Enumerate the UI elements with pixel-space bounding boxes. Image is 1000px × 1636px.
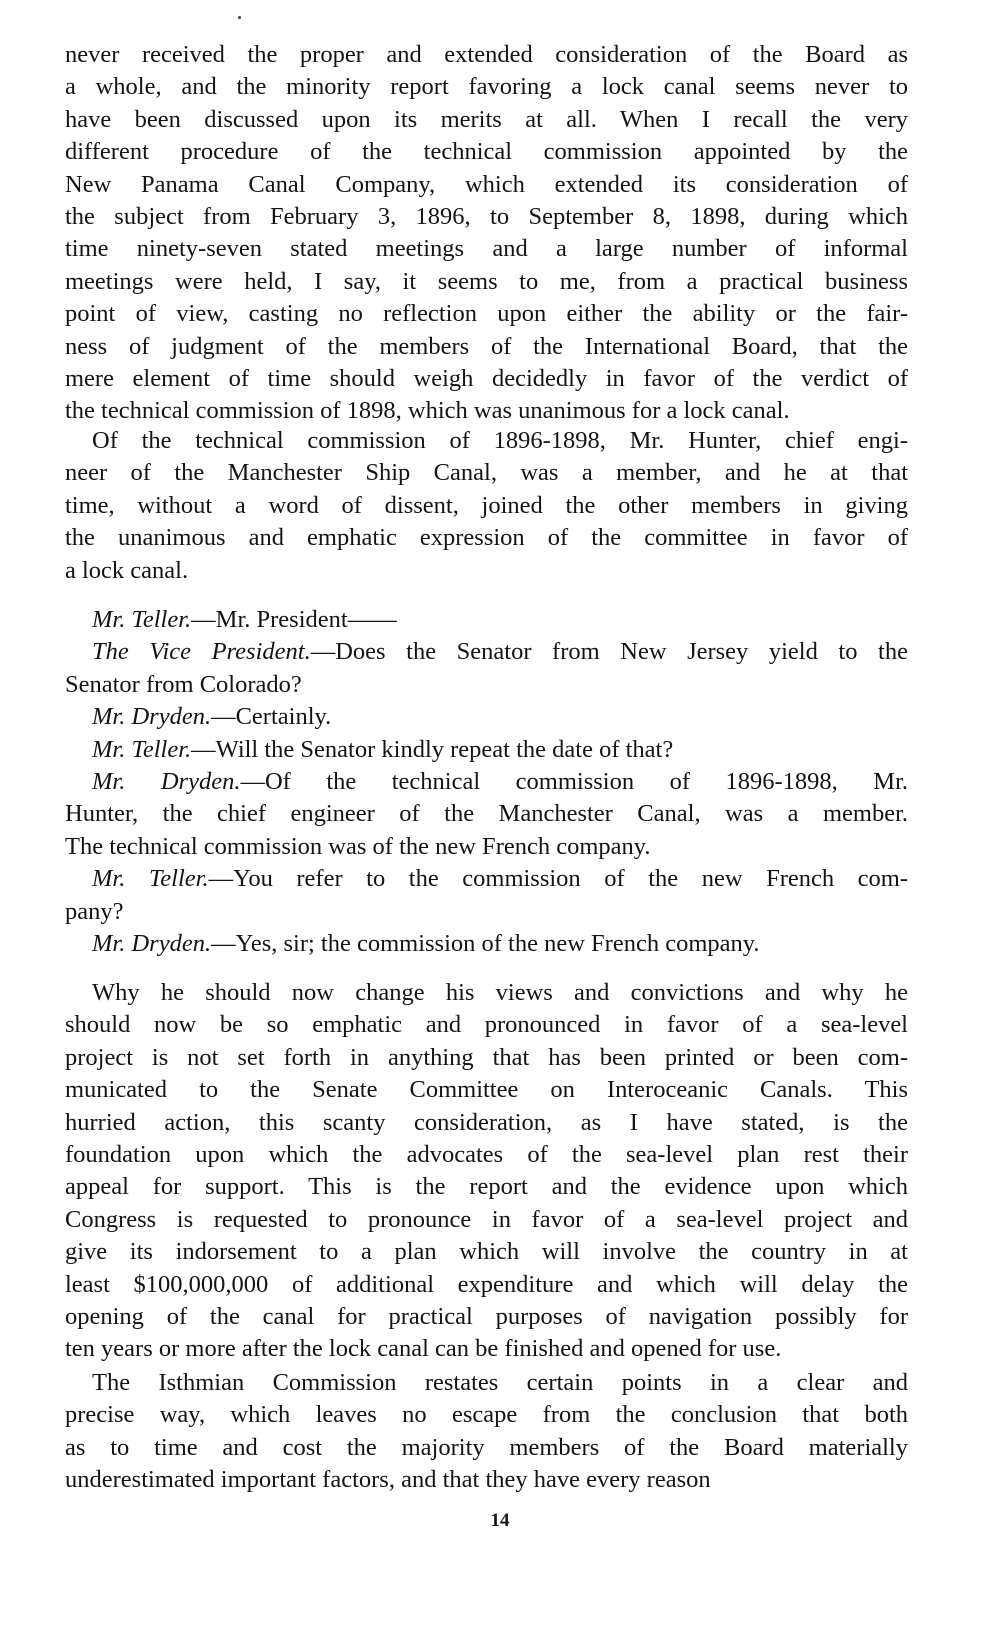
- dialogue-section: [65, 604, 908, 960]
- dialogue-text: —Mr. President——: [191, 606, 397, 633]
- text-line: give its indorsement to a plan which will involve the country in at: [65, 1238, 908, 1266]
- text-line: have been discussed upon its merits at all. When I recall the very: [65, 105, 908, 133]
- dialogue-text: Senator from Colorado?: [65, 670, 302, 698]
- text-line: point of view, casting no reflection upon either the ability or the fair-: [65, 300, 908, 328]
- dialogue-text: pany?: [65, 897, 124, 925]
- text-line: mere element of time should weigh decidedly in favor of the verdict of: [65, 364, 908, 392]
- text-line: never received the proper and extended consideration of the Board as: [65, 41, 908, 68]
- text-line: as to time and cost the majority members of the Board materially: [65, 1433, 908, 1461]
- text-line: a whole, and the minority report favoring a lock canal seems never to: [65, 73, 908, 101]
- dialogue-text: Hunter, the chief engineer of the Manchester Canal, was a member.: [65, 800, 908, 828]
- speaker-name: Mr. Dryden.: [92, 767, 241, 795]
- text-line: foundation upon which the advocates of the sea-level plan rest their: [65, 1140, 908, 1168]
- dialogue-line: [65, 928, 908, 960]
- text-line: ten years or more after the lock canal can be finished and opened for use.: [65, 1335, 782, 1363]
- text-line: Congress is requested to pronounce in favor of a sea-level project and: [65, 1205, 908, 1233]
- text-line: different procedure of the technical commission appointed by the: [65, 138, 908, 166]
- dialogue-text: —Does the Senator from New Jersey yield to the: [310, 638, 908, 666]
- text-line: ness of judgment of the members of the International Board, that the: [65, 332, 908, 360]
- dialogue-line: [65, 636, 908, 668]
- print-speck: [238, 16, 241, 19]
- dialogue-line: [65, 701, 908, 733]
- text-line: the subject from February 3, 1896, to September 8, 1898, during which: [65, 202, 908, 230]
- paragraph-2: [65, 425, 908, 587]
- text-line: Of the technical commission of 1896-1898, Mr. Hunter, chief engi-: [92, 427, 908, 454]
- text-line: the technical commission of 1898, which was unanimous for a lock canal.: [65, 397, 790, 425]
- text-line: meetings were held, I say, it seems to me, from a practical business: [65, 267, 908, 295]
- text-line: time, without a word of dissent, joined the other members in giving: [65, 491, 908, 519]
- text-line: Why he should now change his views and convictions and why he: [92, 979, 908, 1006]
- text-line: should now be so emphatic and pronounced in favor of a sea-level: [65, 1011, 908, 1039]
- dialogue-line: [65, 734, 908, 766]
- text-line: appeal for support. This is the report and the evidence upon which: [65, 1173, 908, 1201]
- text-line: The Isthmian Commission restates certain points in a clear and: [92, 1369, 908, 1396]
- paragraph-1: [65, 39, 908, 428]
- dialogue-line: [65, 669, 908, 701]
- text-line: underestimated important factors, and that they have every reason: [65, 1466, 711, 1494]
- dialogue-text: —Of the technical commission of 1896-1898, Mr.: [240, 767, 908, 795]
- text-line: opening of the canal for practical purposes of navigation possibly for: [65, 1302, 908, 1330]
- text-line: hurried action, this scanty consideration, as I have stated, is the: [65, 1108, 908, 1136]
- dialogue-line: [65, 766, 908, 798]
- page-number: 14: [490, 1510, 510, 1531]
- speaker-name: The Vice President.: [92, 638, 311, 666]
- text-line: neer of the Manchester Ship Canal, was a member, and he at that: [65, 459, 908, 487]
- dialogue-line: [65, 831, 908, 863]
- dialogue-text: —Will the Senator kindly repeat the date of that?: [191, 735, 674, 763]
- text-line: municated to the Senate Committee on Interoceanic Canals. This: [65, 1076, 908, 1104]
- dialogue-line: [65, 604, 908, 636]
- speaker-name: Mr. Dryden.: [92, 703, 212, 731]
- dialogue-text: —Certainly.: [211, 703, 332, 731]
- dialogue-line: [65, 896, 908, 928]
- dialogue-text: The technical commission was of the new French company.: [65, 832, 651, 860]
- paragraph-3: [65, 977, 908, 1366]
- dialogue-text: —You refer to the commission of the new French com-: [208, 865, 908, 893]
- speaker-name: Mr. Teller.: [92, 606, 192, 633]
- speaker-name: Mr. Teller.: [92, 865, 209, 893]
- text-line: precise way, which leaves no escape from the conclusion that both: [65, 1401, 908, 1429]
- dialogue-text: —Yes, sir; the commission of the new French company.: [211, 929, 760, 957]
- dialogue-line: [65, 863, 908, 895]
- text-line: New Panama Canal Company, which extended its consideration of: [65, 170, 908, 198]
- text-line: project is not set forth in anything that has been printed or been com-: [65, 1043, 908, 1071]
- speaker-name: Mr. Dryden.: [92, 929, 212, 957]
- dialogue-line: [65, 798, 908, 830]
- text-line: time ninety-seven stated meetings and a large number of informal: [65, 235, 908, 263]
- text-line: least $100,000,000 of additional expenditure and which will delay the: [65, 1270, 908, 1298]
- speaker-name: Mr. Teller.: [92, 735, 192, 763]
- text-line: a lock canal.: [65, 556, 189, 584]
- text-line: the unanimous and emphatic expression of the committee in favor of: [65, 524, 908, 552]
- paragraph-4: [65, 1367, 908, 1497]
